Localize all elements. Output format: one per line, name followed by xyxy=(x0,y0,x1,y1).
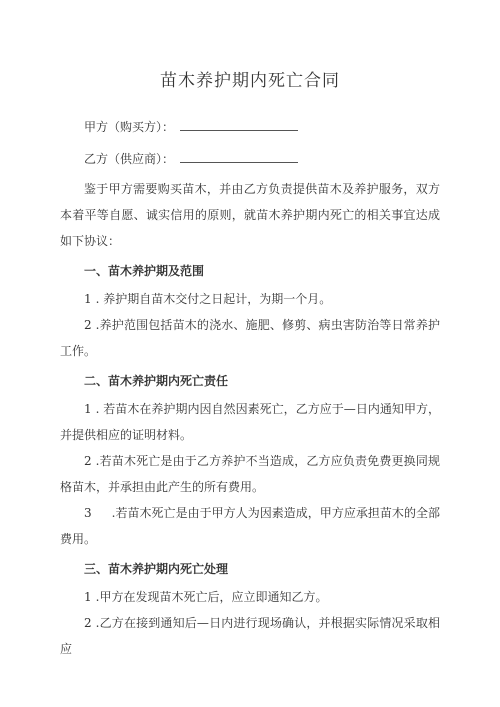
section-1-item-2 xyxy=(60,312,440,364)
intro-paragraph: 鉴于甲方需要购买苗木，并由乙方负责提供苗木及养护服务，双方本着平等自愿、诚实信用的原则，就苗木养护期内死亡的相关事宜达成如下协议： xyxy=(60,182,440,248)
section-1-item-1 xyxy=(60,286,440,312)
party-a-label: 甲方（购买方）： xyxy=(84,120,175,134)
item-text: . 若苗木在养护期内因自然因素死亡，乙方应于—日内通知甲方，并提供相应的证明材料。 xyxy=(60,402,440,442)
item-number: 1 xyxy=(84,292,92,306)
item-text: .乙方在接到通知后—日内进行现场确认，并根据实际情况采取相应 xyxy=(60,616,440,656)
section-1-heading: 一、苗木养护期及范围 xyxy=(84,264,205,278)
section-3-item-1 xyxy=(60,584,440,610)
section-3-heading: 三、苗木养护期内死亡处理 xyxy=(84,562,229,576)
section-2-item-1 xyxy=(60,396,440,448)
section-2-item-2 xyxy=(60,448,440,500)
section-2-item-3 xyxy=(60,500,440,552)
party-b-blank xyxy=(180,149,298,163)
item-number: 1 xyxy=(84,402,92,416)
party-b-line xyxy=(60,149,440,168)
item-number: 2 xyxy=(84,616,92,630)
item-text: .若苗木死亡是由于乙方养护不当造成，乙方应负责免费更换同规格苗木，并承担由此产生的所有费用。 xyxy=(60,454,440,494)
document-title: 苗木养护期内死亡合同 xyxy=(160,71,340,91)
item-number: 1 xyxy=(84,590,92,604)
item-text: . 养护期自苗木交付之日起计，为期一个月。 xyxy=(95,292,332,306)
item-number: 3 xyxy=(84,506,92,520)
item-number: 2 xyxy=(84,318,92,332)
section-3-item-2 xyxy=(60,610,440,662)
item-text: .养护范围包括苗木的浇水、施肥、修剪、病虫害防治等日常养护工作。 xyxy=(60,318,440,358)
item-text: .若苗木死亡是由于甲方人为因素造成，甲方应承担苗木的全部费用。 xyxy=(60,506,440,546)
section-2-heading: 二、苗木养护期内死亡责任 xyxy=(84,374,229,388)
party-a-line xyxy=(60,117,440,136)
party-b-label: 乙方（供应商）： xyxy=(84,152,175,166)
party-a-blank xyxy=(180,117,298,131)
item-text: .甲方在发现苗木死亡后，应立即通知乙方。 xyxy=(95,590,328,604)
item-number: 2 xyxy=(84,454,92,468)
